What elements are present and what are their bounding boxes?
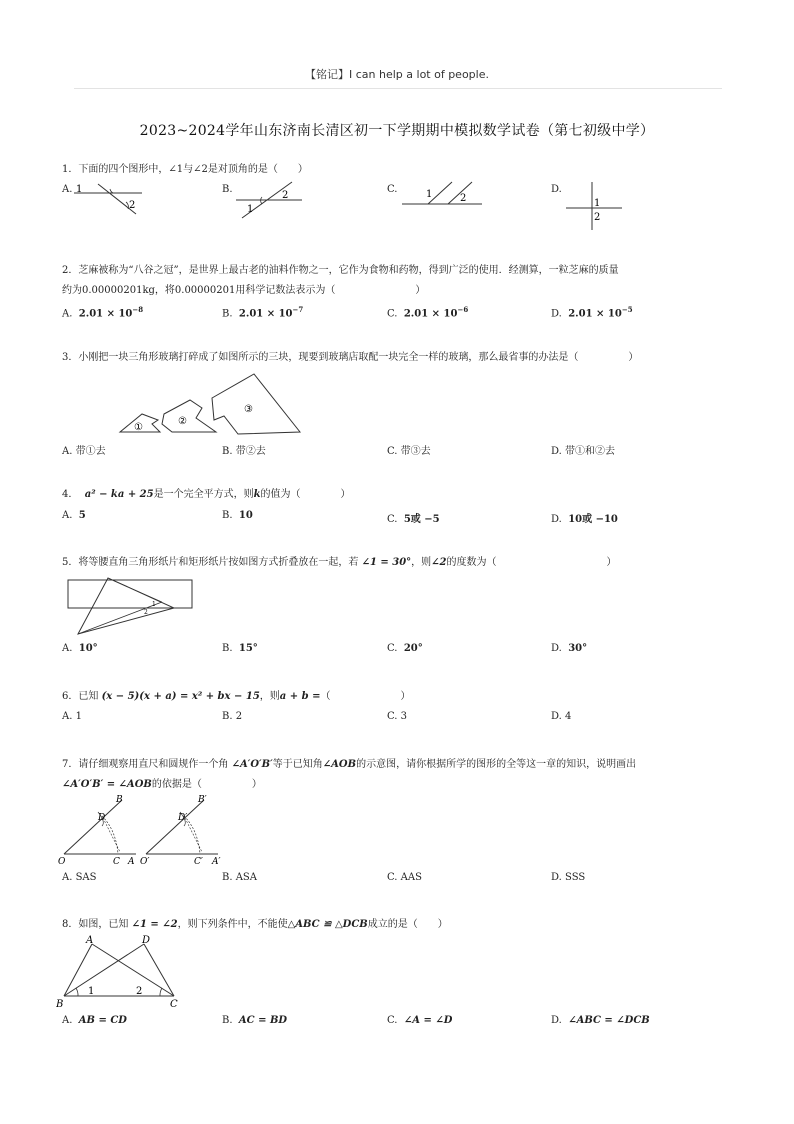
question-4	[62, 488, 351, 502]
q1-figure-b	[232, 180, 312, 220]
question-stem-mid: ，则下列条件中，不能使	[177, 919, 288, 930]
q7-construction-figure	[58, 792, 230, 868]
question-stem: 请仔细观察用直尺和圆规作一个角	[78, 759, 229, 770]
option-value: 5或 −5	[403, 514, 440, 525]
option-value: 10	[238, 510, 253, 521]
question-6	[62, 690, 410, 704]
question-stem-end: 成立的是（ ）	[367, 919, 448, 930]
option-label: C.	[387, 1015, 398, 1026]
question-stem-end: （ ）	[320, 691, 411, 702]
q8-triangle-figure	[56, 934, 186, 1010]
option-a[interactable]	[62, 643, 98, 654]
angle-1-label: 1	[88, 986, 95, 997]
label-b-prime: B′	[198, 795, 207, 805]
question-stem: 小刚把一块三角形玻璃打碎成了如图所示的三块，现要到玻璃店取配一块完全一样的玻璃，那么最省事的办法是（ ）	[78, 352, 639, 363]
option-value: ∠A = ∠D	[403, 1015, 453, 1026]
question-number: 1．	[62, 164, 79, 175]
option-b[interactable]	[222, 305, 303, 319]
option-b[interactable]: B. 带②去	[222, 446, 266, 457]
option-value: AB = CD	[78, 1015, 127, 1026]
condition: ∠1 = ∠2	[131, 919, 178, 930]
variable-k: k	[253, 489, 261, 500]
page-title: 2023~2024学年山东济南长清区初一下学期期中模拟数学试卷（第七初级中学）	[139, 123, 655, 139]
piece-1-label: ①	[134, 422, 143, 433]
option-d[interactable]: D. 4	[551, 711, 572, 722]
option-label: D.	[551, 514, 562, 525]
option-c[interactable]	[387, 643, 423, 654]
q1-figure-c	[398, 180, 488, 220]
option-label: A.	[62, 510, 73, 521]
question-stem: 将等腰直角三角形纸片和矩形纸片按如图方式折叠放在一起，若	[78, 557, 359, 568]
angle-1-label: 1	[426, 189, 433, 200]
question-8	[62, 918, 448, 932]
option-label: B.	[222, 510, 233, 521]
angle-1-label: 1	[594, 198, 601, 209]
option-exponent: −7	[292, 305, 304, 314]
question-2	[62, 264, 619, 278]
question-stem-end: 的示意图，请你根据所学的图形的全等这一章的知识，说明画出	[356, 759, 637, 770]
option-value: 20°	[403, 643, 423, 654]
condition: ∠1 = 30°	[361, 557, 412, 568]
congruence: △ABC ≌ △DCB	[287, 919, 368, 930]
option-value: 10或 −10	[568, 514, 618, 525]
question-stem-mid: 等于已知角	[272, 759, 323, 770]
option-d[interactable]	[551, 1015, 650, 1026]
label-d: D	[142, 935, 151, 946]
option-d[interactable]: D. SSS	[551, 872, 586, 883]
question-stem: 已知	[78, 691, 99, 702]
option-a[interactable]	[62, 510, 86, 521]
option-value: 5	[78, 510, 86, 521]
question-number: 7．	[62, 759, 79, 770]
motto: 【铭记】I can help a lot of people.	[305, 68, 489, 81]
option-c[interactable]	[387, 510, 440, 525]
label-a: A	[86, 935, 94, 946]
question-stem-end: 的值为（ ）	[260, 489, 351, 500]
question-7-line2	[62, 778, 262, 792]
label-c-prime: C′	[194, 857, 203, 867]
option-c[interactable]: C. 3	[387, 711, 408, 722]
angle-1-label: 1	[152, 601, 156, 608]
label-a-prime: A′	[212, 857, 221, 867]
question-number: 2．	[62, 265, 79, 276]
option-value: 2.01 × 10	[568, 308, 622, 320]
question-2-line2: 约为0.00000201kg，将0.00000201用科学记数法表示为（ ）	[62, 285, 426, 296]
question-stem-mid: ，则	[259, 691, 280, 702]
option-c[interactable]: C. 带③去	[387, 446, 431, 457]
option-exponent: −6	[457, 305, 469, 314]
option-label: D.	[551, 308, 562, 320]
option-label: B.	[222, 643, 233, 654]
math-expression: a² − ka + 25	[84, 489, 154, 500]
q5-fold-figure	[64, 576, 196, 638]
expression: a + b =	[279, 691, 321, 702]
question-stem-end: 的度数为（ ）	[446, 557, 617, 568]
option-d[interactable]	[551, 305, 633, 319]
q1-figure-d	[562, 180, 632, 232]
header-divider	[74, 88, 722, 89]
option-label: C.	[387, 643, 398, 654]
equation: (x − 5)(x + a) = x² + bx − 15	[101, 691, 260, 702]
angle-2-label: 2	[136, 986, 143, 997]
option-value: 15°	[238, 643, 258, 654]
option-d[interactable]: D.	[551, 184, 562, 195]
option-label: D.	[551, 1015, 562, 1026]
option-value: 10°	[78, 643, 98, 654]
option-d[interactable]	[551, 643, 587, 654]
q1-figure-a	[70, 180, 150, 220]
option-a[interactable]: A. 1	[62, 711, 82, 722]
angle-2-label: 2	[144, 609, 148, 616]
option-label: C.	[387, 308, 398, 320]
label-a: A	[128, 857, 135, 867]
label-b: B	[116, 795, 123, 805]
option-d[interactable]	[551, 510, 618, 525]
question-number: 6．	[62, 691, 79, 702]
option-b[interactable]: B. 2	[222, 711, 243, 722]
label-d: D	[98, 813, 106, 823]
piece-2-label: ②	[178, 416, 187, 427]
option-label: A.	[62, 1015, 73, 1026]
question-1	[62, 163, 308, 177]
question-3	[62, 351, 638, 365]
option-label: D.	[551, 643, 562, 654]
piece-3-label: ③	[244, 404, 253, 415]
question-stem: 如图，已知	[78, 919, 129, 930]
angle-2-label: 2	[594, 212, 601, 223]
label-o: O	[58, 857, 66, 867]
option-value: 2.01 × 10	[403, 308, 458, 320]
question-7	[62, 758, 636, 772]
angle-1-label: 1	[247, 204, 254, 215]
option-c[interactable]	[387, 1015, 452, 1026]
option-label: A.	[62, 308, 73, 320]
option-label: A.	[62, 643, 73, 654]
option-b[interactable]	[222, 1015, 287, 1026]
option-c[interactable]: C.	[387, 184, 398, 195]
option-c[interactable]	[387, 305, 468, 319]
question-number: 4．	[62, 489, 79, 500]
option-c[interactable]: C. AAS	[387, 872, 422, 883]
option-a[interactable]	[62, 305, 143, 319]
option-exponent: −8	[132, 305, 144, 314]
option-b[interactable]	[222, 510, 253, 521]
angle-2-label: 2	[129, 200, 136, 211]
option-value: 2.01 × 10	[238, 308, 293, 320]
option-b[interactable]: B. ASA	[222, 872, 257, 883]
option-value: 2.01 × 10	[78, 308, 133, 320]
option-d[interactable]: D. 带①和②去	[551, 446, 616, 457]
question-stem: 下面的四个图形中，∠1与∠2是对顶角的是（ ）	[78, 164, 308, 175]
q3-glass-figure	[112, 370, 312, 436]
question-number: 8．	[62, 919, 79, 930]
label-c: C	[113, 857, 120, 867]
option-b[interactable]: B.	[222, 184, 233, 195]
option-value: 30°	[568, 643, 588, 654]
label-b: B	[56, 999, 64, 1010]
option-label: B.	[222, 308, 233, 320]
question-number: 3．	[62, 352, 79, 363]
angle-a-prime: ∠A′O′B′	[231, 759, 273, 770]
equation: ∠A′O′B′ = ∠AOB	[62, 779, 152, 790]
angle-1-label: 1	[76, 184, 83, 195]
option-label: C.	[387, 514, 398, 525]
angle-2-label: 2	[460, 193, 467, 204]
option-value: ∠ABC = ∠DCB	[568, 1015, 650, 1026]
question-stem-mid: ，则	[411, 557, 432, 568]
question-stem: 的依据是（ ）	[151, 779, 262, 790]
question-stem: 芝麻被称为“八谷之冠”，是世界上最古老的油料作物之一，它作为食物和药物，得到广泛的使用．经测算，一粒芝麻的质量	[78, 265, 619, 276]
angle-2: ∠2	[431, 557, 447, 568]
label-o-prime: O′	[140, 857, 150, 867]
option-a[interactable]	[62, 1015, 127, 1026]
option-exponent: −5	[621, 305, 633, 314]
option-a[interactable]: A. SAS	[62, 872, 97, 883]
question-5	[62, 556, 617, 570]
question-stem: 是一个完全平方式，则	[153, 489, 254, 500]
option-b[interactable]	[222, 643, 258, 654]
label-d-prime: D′	[178, 813, 188, 823]
question-number: 5．	[62, 557, 79, 568]
option-a[interactable]: A.	[62, 184, 73, 195]
option-label: B.	[222, 1015, 233, 1026]
angle-2-label: 2	[282, 190, 289, 201]
option-a[interactable]: A. 带①去	[62, 446, 106, 457]
label-c: C	[170, 999, 178, 1010]
angle-aob: ∠AOB	[322, 759, 357, 770]
option-value: AC = BD	[238, 1015, 288, 1026]
